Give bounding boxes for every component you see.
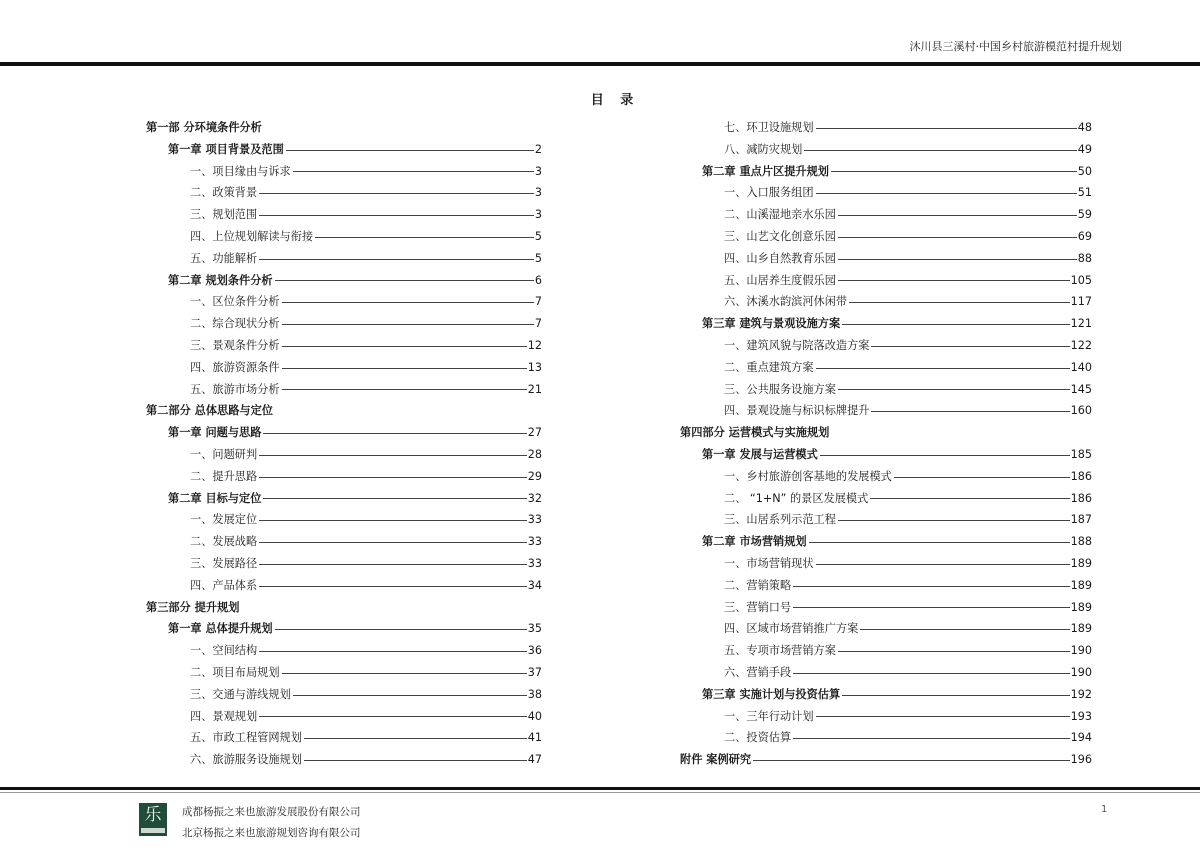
toc-entry-title: 一、三年行动计划 [724,709,814,723]
toc-leader-line [849,302,1070,303]
toc-entry-page: 189 [1070,578,1092,592]
toc-entry-title: 一、建筑风貌与院落改造方案 [724,338,870,352]
toc-leader-line [894,477,1070,478]
toc-entry[interactable] [680,444,1092,466]
toc-entry-page: 7 [534,317,542,331]
toc-entry[interactable] [680,248,1092,270]
toc-entry-title: 二、重点建筑方案 [724,360,814,374]
toc-entry-title: 一、区位条件分析 [190,295,280,309]
toc-leader-line [816,193,1077,194]
toc-leader-line [259,259,534,260]
toc-entry-page: 145 [1070,382,1092,396]
toc-entry[interactable] [146,706,542,728]
toc-entry-page: 189 [1070,556,1092,570]
toc-entry[interactable] [146,749,542,771]
toc-entry-page: 193 [1070,709,1092,723]
toc-entry-page: 117 [1070,295,1092,309]
toc-entry-page: 50 [1077,164,1092,178]
toc-leader-line [816,128,1077,129]
toc-entry[interactable] [146,182,542,204]
toc-entry-title: 一、市场营销现状 [724,556,814,570]
toc-entry-page: 186 [1070,491,1092,505]
toc-leader-line [282,389,527,390]
toc-entry-page: 13 [527,360,542,374]
toc-entry-page: 41 [527,731,542,745]
toc-entry-page: 29 [527,469,542,483]
toc-leader-line [871,411,1069,412]
page-number: 1 [1101,804,1108,815]
toc-leader-line [259,520,527,521]
toc-entry-page: 105 [1070,273,1092,287]
toc-entry[interactable] [680,597,1092,619]
toc-leader-line [804,150,1076,151]
toc-entry-title: 二、政策背景 [190,186,258,200]
toc-entry-page: 7 [534,295,542,309]
toc-entry-title: 第二部分 总体思路与定位 [146,404,273,418]
toc-entry-title: 一、项目缘由与诉求 [190,164,291,178]
toc-entry-title: 三、公共服务设施方案 [724,382,836,396]
toc-entry-page: 5 [534,251,542,265]
toc-entry-page: 190 [1070,665,1092,679]
toc-entry-page: 40 [527,709,542,723]
toc-entry-title: 五、功能解析 [190,251,258,265]
toc-entry-title: 五、旅游市场分析 [190,382,280,396]
toc-entry[interactable] [146,422,542,444]
toc-entry-title: 五、专项市场营销方案 [724,644,836,658]
toc-entry-title: 第三部分 提升规划 [146,600,240,614]
toc-entry-title: 二、 “1+N” 的景区发展模式 [724,491,869,505]
toc-entry-page: 192 [1070,687,1092,701]
toc-entry[interactable] [680,727,1092,749]
toc-entry-title: 四、山乡自然教育乐园 [724,251,836,265]
toc-leader-line [838,215,1077,216]
toc-entry[interactable] [146,640,542,662]
toc-entry[interactable] [146,161,542,183]
toc-entry-page: 69 [1077,229,1092,243]
toc-leader-line [838,651,1070,652]
toc-leader-line [793,586,1070,587]
toc-entry-page: 49 [1077,142,1092,156]
toc-entry[interactable] [680,117,1092,139]
toc-entry-page: 88 [1077,251,1092,265]
toc-entry-title: 四、上位规划解读与衔接 [190,229,314,243]
toc-leader-line [259,586,527,587]
toc-leader-line [275,280,534,281]
toc-leader-line [282,673,527,674]
toc-leader-line [259,215,534,216]
toc-leader-line [838,389,1070,390]
toc-entry-page: 194 [1070,731,1092,745]
toc-entry[interactable] [146,466,542,488]
toc-entry[interactable] [680,313,1092,335]
header-rule [0,62,1200,66]
toc-entry-page: 33 [527,535,542,549]
toc-entry-page: 33 [527,556,542,570]
toc-entry-page: 189 [1070,600,1092,614]
toc-entry-title: 四、景观设施与标识标牌提升 [724,404,870,418]
toc-leader-line [286,150,534,151]
toc-leader-line [259,455,527,456]
toc-leader-line [282,302,534,303]
toc-entry-title: 第二章 市场营销规划 [702,535,807,549]
toc-entry-title: 第一章 项目背景及范围 [168,142,284,156]
toc-leader-line [275,629,527,630]
toc-entry[interactable] [680,488,1092,510]
toc-entry-title: 二、综合现状分析 [190,317,280,331]
toc-entry-page: 188 [1070,535,1092,549]
toc-entry[interactable] [146,662,542,684]
toc-leader-line [315,237,534,238]
toc-entry-page: 196 [1070,753,1092,767]
toc-entry[interactable] [680,662,1092,684]
toc-entry-page: 140 [1070,360,1092,374]
toc-entry-page: 122 [1070,338,1092,352]
toc-entry-title: 四、景观规划 [190,709,258,723]
toc-right-column [680,117,1092,771]
toc-leader-line [793,673,1070,674]
toc-leader-line [282,346,527,347]
toc-entry[interactable] [146,727,542,749]
toc-entry[interactable] [680,575,1092,597]
toc-leader-line [831,171,1077,172]
toc-leader-line [259,542,527,543]
toc-entry[interactable] [680,161,1092,183]
toc-entry-title: 八、减防灾规划 [724,142,803,156]
toc-entry-page: 2 [534,142,542,156]
logo-band [141,828,165,833]
toc-entry[interactable] [680,291,1092,313]
toc-leader-line [293,171,534,172]
toc-entry[interactable] [146,204,542,226]
toc-entry[interactable] [680,749,1092,771]
toc-leader-line [860,629,1069,630]
toc-entry-page: 185 [1070,447,1092,461]
toc-leader-line [259,716,527,717]
toc-entry[interactable] [680,335,1092,357]
toc-entry-title: 二、项目布局规划 [190,665,280,679]
toc-entry-title: 六、营销手段 [724,665,792,679]
toc-leader-line [809,542,1070,543]
toc-entry-title: 三、交通与游线规划 [190,687,291,701]
toc-leader-line [838,280,1070,281]
toc-entry-title: 第三章 建筑与景观设施方案 [702,317,841,331]
toc-entry-page: 34 [527,578,542,592]
toc-entry[interactable] [680,706,1092,728]
toc-entry[interactable] [146,618,542,640]
toc-entry-title: 第三章 实施计划与投资估算 [702,687,841,701]
toc-entry[interactable] [146,313,542,335]
toc-entry[interactable] [146,597,542,619]
logo-glyph: 乐 [144,805,162,825]
toc-entry-page: 121 [1070,317,1092,331]
toc-entry-title: 三、山艺文化创意乐园 [724,229,836,243]
toc-entry-page: 12 [527,338,542,352]
toc-entry[interactable] [146,444,542,466]
toc-entry[interactable] [680,270,1092,292]
toc-entry-page: 47 [527,753,542,767]
toc-entry-title: 三、景观条件分析 [190,338,280,352]
toc-entry[interactable] [680,357,1092,379]
toc-entry[interactable] [146,379,542,401]
toc-entry-title: 三、营销口号 [724,600,792,614]
toc-entry-title: 第二章 重点片区提升规划 [702,164,829,178]
toc-entry[interactable] [680,400,1092,422]
toc-entry-title: 第一章 总体提升规划 [168,622,273,636]
toc-entry[interactable] [680,204,1092,226]
toc-entry-title: 三、规划范围 [190,208,258,222]
toc-entry[interactable] [146,357,542,379]
toc-leader-line [259,193,534,194]
toc-entry[interactable] [146,531,542,553]
company-name-1: 成都杨振之来也旅游发展股份有限公司 [182,806,361,818]
toc-entry-title: 第四部分 运营模式与实施规划 [680,426,830,440]
toc-entry-page: 3 [534,186,542,200]
toc-entry[interactable] [680,182,1092,204]
toc-leader-line [304,760,527,761]
toc-entry-title: 一、发展定位 [190,513,258,527]
toc-leader-line [842,324,1069,325]
toc-entry-title: 第二章 规划条件分析 [168,273,273,287]
toc-entry-title: 六、旅游服务设施规划 [190,753,302,767]
toc-entry-page: 6 [534,273,542,287]
toc-entry[interactable] [146,270,542,292]
toc-leader-line [793,607,1070,608]
toc-leader-line [871,346,1069,347]
toc-leader-line [793,738,1070,739]
toc-entry[interactable] [680,553,1092,575]
toc-entry-page: 48 [1077,121,1092,134]
toc-entry-page: 27 [527,426,542,440]
footer-rule-thin [0,792,1200,793]
toc-leader-line [838,237,1077,238]
toc-leader-line [282,324,534,325]
toc-entry-title: 第二章 目标与定位 [168,491,262,505]
toc-entry-title: 六、沐溪水韵滨河休闲带 [724,295,848,309]
toc-entry-page: 187 [1070,513,1092,527]
toc-entry-title: 五、市政工程管网规划 [190,731,302,745]
toc-entry-page: 32 [527,491,542,505]
toc-entry-title: 四、区域市场营销推广方案 [724,622,859,636]
toc-entry[interactable] [146,335,542,357]
toc-entry-page: 36 [527,644,542,658]
toc-entry[interactable] [680,509,1092,531]
toc-leader-line [263,433,526,434]
toc-leader-line [259,564,527,565]
toc-entry-title: 二、山溪湿地亲水乐园 [724,208,836,222]
company-name-2: 北京杨振之来也旅游规划咨询有限公司 [182,827,361,839]
company-logo [139,803,167,836]
toc-entry-page: 5 [534,229,542,243]
toc-entry-title: 四、旅游资源条件 [190,360,280,374]
toc-entry-page: 28 [527,447,542,461]
toc-leader-line [838,520,1070,521]
toc-leader-line [259,477,527,478]
toc-entry-title: 二、营销策略 [724,578,792,592]
toc-entry-title: 五、山居养生度假乐园 [724,273,836,287]
toc-leader-line [820,455,1070,456]
toc-entry-title: 第一章 发展与运营模式 [702,447,818,461]
toc-entry-page: 186 [1070,469,1092,483]
toc-leader-line [293,695,527,696]
footer-rule [0,787,1200,790]
document-title: 沐川县三溪村·中国乡村旅游模范村提升规划 [909,40,1122,53]
toc-entry-page: 160 [1070,404,1092,418]
toc-entry-title: 三、发展路径 [190,556,258,570]
toc-entry-title: 四、产品体系 [190,578,258,592]
toc-entry-title: 二、提升思路 [190,469,258,483]
toc-entry[interactable] [146,488,542,510]
toc-entry[interactable] [146,117,542,139]
toc-leader-line [282,368,527,369]
toc-entry-title: 七、环卫设施规划 [724,121,814,134]
toc-entry-title: 一、乡村旅游创客基地的发展模式 [724,469,892,483]
toc-entry[interactable] [146,226,542,248]
toc-entry[interactable] [146,553,542,575]
toc-entry[interactable] [680,531,1092,553]
toc-leader-line [263,498,526,499]
toc-entry[interactable] [146,400,542,422]
toc-entry[interactable] [680,379,1092,401]
toc-entry-page: 3 [534,164,542,178]
toc-entry-page: 51 [1077,186,1092,200]
toc-leader-line [838,259,1077,260]
toc-entry[interactable] [680,139,1092,161]
toc-entry-title: 一、空间结构 [190,644,258,658]
toc-entry-page: 35 [527,622,542,636]
toc-entry-title: 第一章 问题与思路 [168,426,262,440]
toc-leader-line [259,651,527,652]
toc-entry[interactable] [680,226,1092,248]
toc-leader-line [842,695,1069,696]
toc-leader-line [304,738,527,739]
toc-entry[interactable] [680,422,1092,444]
toc-entry-page: 33 [527,513,542,527]
toc-entry[interactable] [146,248,542,270]
toc-entry[interactable] [146,139,542,161]
toc-leader-line [870,498,1069,499]
toc-entry-page: 59 [1077,208,1092,222]
toc-entry-page: 37 [527,665,542,679]
toc-entry-title: 一、入口服务组团 [724,186,814,200]
toc-entry[interactable] [146,684,542,706]
toc-entry-page: 21 [527,382,542,396]
toc-entry-title: 第一部 分环境条件分析 [146,121,262,134]
toc-leader-line [816,716,1070,717]
toc-leader-line [816,368,1070,369]
toc-entry-page: 3 [534,208,542,222]
toc-entry-title: 二、投资估算 [724,731,792,745]
toc-entry[interactable] [680,684,1092,706]
toc-leader-line [816,564,1070,565]
toc-entry[interactable] [680,640,1092,662]
toc-heading: 目 录 [590,93,640,108]
toc-entry-title: 一、问题研判 [190,447,258,461]
toc-entry[interactable] [680,466,1092,488]
toc-entry[interactable] [146,509,542,531]
toc-entry[interactable] [680,618,1092,640]
toc-entry-title: 附件 案例研究 [680,753,752,767]
toc-leader-line [753,760,1070,761]
toc-entry-page: 38 [527,687,542,701]
toc-entry[interactable] [146,575,542,597]
toc-entry-page: 190 [1070,644,1092,658]
toc-left-column [146,117,542,771]
toc-entry-page: 189 [1070,622,1092,636]
toc-entry-title: 三、山居系列示范工程 [724,513,836,527]
toc-entry[interactable] [146,291,542,313]
toc-entry-title: 二、发展战略 [190,535,258,549]
